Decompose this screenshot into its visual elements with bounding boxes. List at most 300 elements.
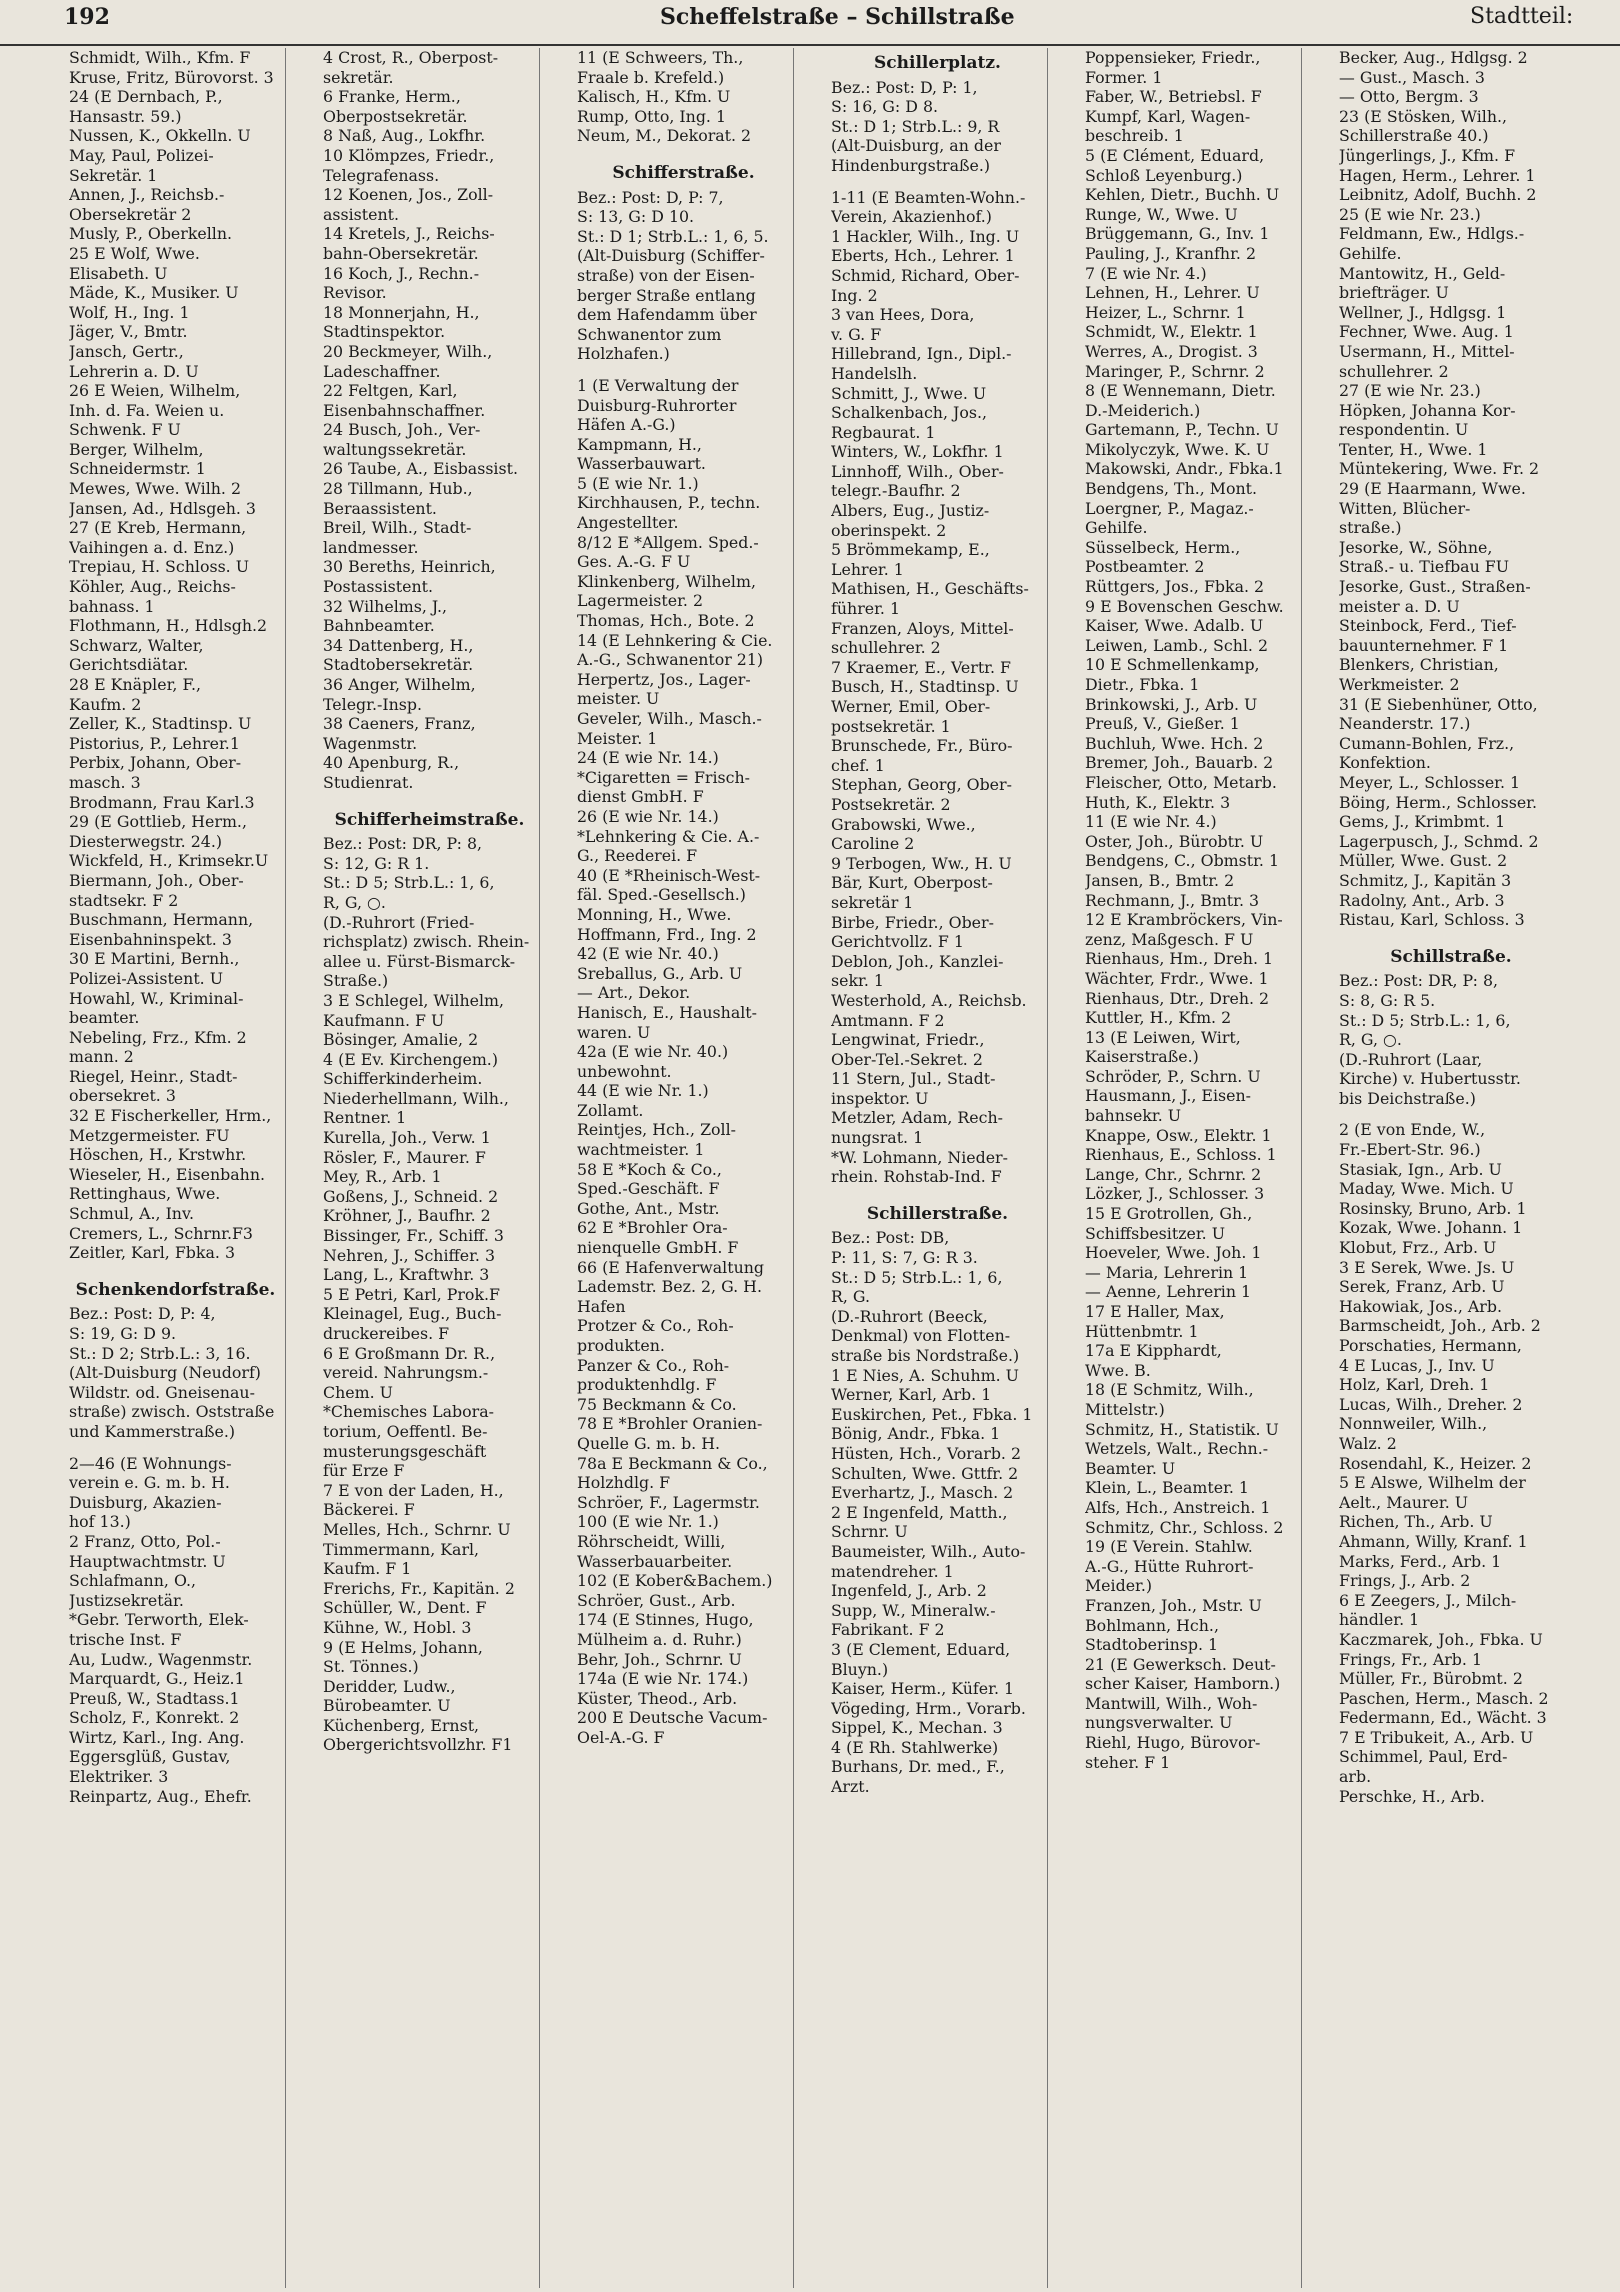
entry-line: Knappe, Osw., Elektr. 1	[1085, 1125, 1272, 1145]
column-2	[320, 48, 540, 2288]
entry-line: Buchluh, Wwe. Hch. 2	[1085, 733, 1264, 753]
entry-line: Röhrscheidt, Willi,	[577, 1531, 726, 1551]
entry-line: bauunternehmer. F 1	[1339, 635, 1509, 655]
entry-line: zenz, Maßgesch. F U	[1085, 929, 1254, 949]
entry-line: bahnass. 1	[69, 596, 155, 616]
entry-line: Schmul, A., Inv.	[69, 1204, 195, 1224]
entry-line: Regbaurat. 1	[831, 422, 936, 442]
street-heading: Schillerstraße.	[866, 1204, 1009, 1224]
entry-line: Bez.: Post: DB,	[831, 1228, 950, 1248]
entry-line: 18 (E Schmitz, Wilh.,	[1085, 1380, 1254, 1400]
entry-line: (Alt-Duisburg, an der	[831, 136, 1001, 156]
entry-line: 3 E Serek, Wwe. Js. U	[1339, 1257, 1515, 1277]
entry-line: Frerichs, Fr., Kapitän. 2	[323, 1578, 515, 1598]
entry-line: inspektor. U	[831, 1088, 929, 1108]
entry-line: Bäckerei. F	[323, 1500, 415, 1520]
entry-line: Meyer, L., Schlosser. 1	[1339, 772, 1521, 792]
entry-line: Flothmann, H., Hdlsgh.2	[69, 616, 268, 636]
entry-line: Sped.-Geschäft. F	[577, 1179, 720, 1199]
entry-line: sekr. 1	[831, 971, 884, 991]
entry-line: Geveler, Wilh., Masch.-	[577, 709, 762, 728]
entry-line: Küchenberg, Ernst,	[323, 1715, 480, 1735]
entry-line: Herpertz, Jos., Lager-	[577, 669, 751, 689]
entry-line: arb.	[1339, 1767, 1372, 1787]
entry-line: Kaufm. 2	[69, 694, 142, 714]
entry-line: 24 (E Dernbach, P.,	[69, 87, 223, 107]
entry-line: Schalkenbach, Jos.,	[831, 403, 987, 423]
entry-line: Rump, Otto, Ing. 1	[577, 106, 727, 126]
entry-line: straße) von der Eisen-	[577, 265, 755, 285]
entry-line: Jansen, Ad., Hdlsgeh. 3	[69, 498, 256, 518]
entry-line: 10 Klömpzes, Friedr.,	[323, 145, 495, 165]
entry-line: 16 Koch, J., Rechn.-	[323, 263, 480, 283]
entry-line: (D.-Ruhrort (Fried-	[323, 912, 475, 932]
entry-line: Mülheim a. d. Ruhr.)	[577, 1629, 742, 1649]
entry-line: Sreballus, G., Arb. U	[577, 963, 743, 983]
entry-line: Kampmann, H.,	[577, 434, 702, 454]
spacer	[69, 1263, 282, 1275]
entry-line: 31 (E Siebenhüner, Otto,	[1339, 694, 1538, 714]
entry-line: 24 Busch, Joh., Ver-	[323, 420, 481, 440]
entry-line: Höpken, Johanna Kor-	[1339, 400, 1516, 420]
entry-line: Perschke, H., Arb.	[1339, 1786, 1485, 1806]
entry-line: — Otto, Bergm. 3	[1339, 87, 1479, 107]
entry-line: Federmann, Ed., Wächt. 3	[1339, 1708, 1547, 1728]
entry-line: S: 12, G: R 1.	[323, 853, 430, 873]
entry-line: matendreher. 1	[831, 1561, 954, 1581]
entry-line: Meister. 1	[577, 728, 658, 748]
entry-line: Amtmann. F 2	[831, 1010, 945, 1030]
entry-line: produkten.	[577, 1336, 665, 1355]
entry-line: Gehilfe.	[1085, 518, 1148, 538]
entry-line: Eisenbahninspekt. 3	[69, 929, 232, 949]
entry-line: — Maria, Lehrerin 1	[1085, 1262, 1249, 1282]
entry-line: Barmscheidt, Joh., Arb. 2	[1339, 1316, 1541, 1336]
entry-line: Fleischer, Otto, Metarb.	[1085, 772, 1277, 792]
entry-line: Höschen, H., Krstwhr.	[69, 1145, 247, 1165]
entry-line: 20 Beckmeyer, Wilh.,	[323, 341, 493, 361]
entry-line: mann. 2	[69, 1047, 134, 1067]
entry-line: Obersekretär 2	[69, 204, 192, 224]
entry-line: G., Reederei. F	[577, 846, 698, 866]
entry-line: Lehrer. 1	[831, 559, 904, 579]
entry-line: Pistorius, P., Lehrer.1	[69, 733, 240, 753]
entry-line: 26 Taube, A., Eisbassist.	[323, 459, 518, 479]
entry-line: Duisburg-Ruhrorter	[577, 395, 737, 415]
entry-line: Bendgens, C., Obmstr. 1	[1085, 851, 1280, 871]
entry-line: Polizei-Assistent. U	[69, 968, 224, 988]
entry-line: Stasiak, Ign., Arb. U	[1339, 1159, 1502, 1179]
entry-line: Westerhold, A., Reichsb.	[831, 990, 1027, 1010]
entry-line: Eggersglüß, Gustav,	[69, 1747, 231, 1767]
entry-line: 3 E Schlegel, Wilhelm,	[323, 990, 505, 1010]
entry-line: Rösler, F., Maurer. F	[323, 1147, 486, 1167]
entry-line: Werkmeister. 2	[1339, 675, 1460, 694]
entry-line: telegr.-Baufhr. 2	[831, 481, 961, 501]
entry-line: S: 13, G: D 10.	[577, 207, 695, 227]
entry-line: 40 (E *Rheinisch-West-	[577, 865, 761, 885]
entry-line: Schillerstraße 40.)	[1339, 126, 1489, 146]
entry-line: dem Hafendamm über	[577, 305, 757, 325]
entry-line: Ing. 2	[831, 285, 878, 305]
entry-line: Bohlmann, Hch.,	[1085, 1615, 1219, 1635]
entry-line: Bendgens, Th., Mont.	[1085, 479, 1258, 499]
entry-line: Franzen, Aloys, Mittel-	[831, 618, 1014, 638]
entry-line: wachtmeister. 1	[577, 1140, 705, 1160]
entry-line: Preuß, V., Gießer. 1	[1085, 714, 1240, 734]
entry-line: Preuß, W., Stadtass.1	[69, 1688, 240, 1708]
entry-line: Deblon, Joh., Kanzlei-	[831, 951, 1004, 971]
entry-line: Poppensieker, Friedr.,	[1085, 48, 1261, 67]
entry-line: Franzen, Joh., Mstr. U	[1085, 1595, 1262, 1615]
entry-line: 6 E Großmann Dr. R.,	[323, 1343, 496, 1363]
entry-line: Ges. A.-G. F U	[577, 552, 691, 572]
entry-line: Chem. U	[323, 1382, 393, 1402]
column-5	[1082, 48, 1302, 2288]
entry-line: 6 Franke, Herm.,	[323, 87, 461, 107]
entry-line: vereid. Nahrungsm.-	[323, 1363, 489, 1383]
entry-line: Wirtz, Karl., Ing. Ang.	[69, 1727, 245, 1747]
entry-line: Kirche) v. Hubertusstr.	[1339, 1069, 1521, 1089]
spacer	[577, 364, 790, 376]
entry-line: Quelle G. m. b. H.	[577, 1433, 721, 1453]
entry-line: Marquardt, G., Heiz.1	[69, 1669, 245, 1689]
entry-line: 28 E Knäpler, F.,	[69, 675, 201, 694]
entry-line: Dietr., Fbka. 1	[1085, 675, 1200, 694]
spacer	[1339, 1108, 1563, 1120]
entry-line: Beraassistent.	[323, 498, 437, 518]
entry-line: 19 (E Verein. Stahlw.	[1085, 1537, 1253, 1557]
entry-line: *Cigaretten = Frisch-	[577, 767, 750, 787]
entry-line: D.-Meiderich.)	[1085, 400, 1201, 420]
entry-line: Kurella, Joh., Verw. 1	[323, 1128, 491, 1148]
entry-line: Usermann, H., Mittel-	[1339, 341, 1515, 361]
entry-line: Schlafmann, O.,	[69, 1571, 197, 1591]
entry-line: 200 E Deutsche Vacum-	[577, 1708, 768, 1728]
entry-line: rhein. Rohstab-Ind. F	[831, 1167, 1002, 1187]
entry-line: Buschmann, Hermann,	[69, 910, 254, 930]
entry-line: torium, Oeffentl. Be-	[323, 1421, 488, 1441]
entry-line: beschreib. 1	[1085, 126, 1184, 146]
entry-line: St.: D 5; Strb.L.: 1, 6,	[831, 1267, 1003, 1287]
entry-line: Angestellter.	[577, 513, 679, 533]
entry-line: 12 Koenen, Jos., Zoll-	[323, 185, 494, 205]
entry-line: Maringer, P., Schrnr. 2	[1085, 361, 1265, 381]
entry-line: Kaczmarek, Joh., Fbka. U	[1339, 1629, 1543, 1649]
entry-line: Winters, W., Lokfhr. 1	[831, 442, 1004, 462]
entry-line: (Alt-Duisburg (Neudorf)	[69, 1363, 261, 1383]
entry-line: Caroline 2	[831, 834, 915, 854]
entry-line: 62 E *Brohler Ora-	[577, 1218, 728, 1238]
entry-line: 23 (E Stösken, Wilh.,	[1339, 106, 1508, 126]
entry-line: Gerichtsdiätar.	[69, 655, 189, 675]
entry-line: und Kammerstraße.)	[69, 1421, 236, 1441]
entry-line: R, G, ○.	[1339, 1030, 1402, 1050]
entry-line: 14 Kretels, J., Reichs-	[323, 224, 495, 244]
entry-line: 7 E Tribukeit, A., Arb. U	[1339, 1727, 1534, 1747]
entry-line: Oberpostsekretär.	[323, 106, 468, 126]
entry-line: Nonnweiler, Wilh.,	[1339, 1414, 1488, 1434]
street-heading: Schillerplatz.	[874, 54, 1001, 73]
entry-line: A.-G., Hütte Ruhrort-	[1085, 1556, 1254, 1576]
entry-line: Walz. 2	[1339, 1433, 1397, 1453]
entry-line: Müntekering, Wwe. Fr. 2	[1339, 459, 1540, 479]
entry-line: 8 (E Wennemann, Dietr.	[1085, 381, 1276, 401]
entry-line: Goßens, J., Schneid. 2	[323, 1186, 499, 1206]
entry-line: Werner, Emil, Ober-	[831, 697, 991, 716]
entry-line: Klinkenberg, Wilhelm,	[577, 571, 756, 591]
entry-line: unbewohnt.	[577, 1061, 672, 1081]
entry-line: postsekretär. 1	[831, 716, 951, 736]
entry-line: Köhler, Aug., Reichs-	[69, 577, 236, 597]
entry-line: 1 E Nies, A. Schuhm. U	[831, 1365, 1019, 1385]
entry-line: Au, Ludw., Wagenmstr.	[69, 1649, 253, 1669]
entry-line: Müller, Fr., Bürobmt. 2	[1339, 1669, 1523, 1689]
entry-line: Wieseler, H., Eisenbahn.	[69, 1164, 266, 1184]
entry-line: Kalisch, H., Kfm. U	[577, 87, 731, 107]
entry-line: 9 (E Helms, Johann,	[323, 1637, 483, 1657]
entry-line: Huth, K., Elektr. 3	[1085, 792, 1231, 812]
entry-line: Rettinghaus, Wwe.	[69, 1184, 221, 1204]
entry-line: Protzer & Co., Roh-	[577, 1316, 734, 1336]
entry-line: Ingenfeld, J., Arb. 2	[831, 1581, 987, 1601]
entry-line: 3 van Hees, Dora,	[831, 305, 975, 325]
entry-line: Witten, Blücher-	[1339, 498, 1471, 518]
entry-line: Nehren, J., Schiffer. 3	[323, 1245, 496, 1265]
entry-line: 26 (E wie Nr. 14.)	[577, 806, 719, 826]
entry-line: Rienhaus, Dtr., Dreh. 2	[1085, 988, 1270, 1008]
entry-line: 32 Wilhelms, J.,	[323, 596, 448, 616]
street-heading: Schenkendorfstraße.	[75, 1280, 276, 1300]
street-heading: Schifferstraße.	[612, 163, 755, 183]
entry-line: 78 E *Brohler Oranien-	[577, 1414, 763, 1434]
entry-line: 27 (E Kreb, Hermann,	[69, 518, 247, 538]
entry-line: Fabrikant. F 2	[831, 1620, 945, 1640]
entry-line: assistent.	[323, 204, 400, 224]
entry-line: 27 (E wie Nr. 23.)	[1339, 381, 1481, 401]
entry-line: Mikolyczyk, Wwe. K. U	[1085, 439, 1270, 459]
entry-line: Werres, A., Drogist. 3	[1085, 341, 1258, 361]
entry-line: 75 Beckmann & Co.	[577, 1394, 737, 1414]
entry-line: Bez.: Post: DR, P: 8,	[1339, 971, 1499, 991]
running-title: Scheffelstraße – Schillstraße	[660, 4, 1015, 30]
entry-line: — Aenne, Lehrerin 1	[1085, 1282, 1252, 1302]
entry-line: trische Inst. F	[69, 1629, 182, 1649]
entry-line: 24 (E wie Nr. 14.)	[577, 748, 719, 768]
entry-line: 21 (E Gewerksch. Deut-	[1085, 1654, 1276, 1674]
entry-line: Hanisch, E., Haushalt-	[577, 1002, 757, 1022]
page-number: 192	[64, 4, 110, 30]
entry-line: 26 E Weien, Wilhelm,	[69, 381, 241, 401]
entry-line: druckereibes. F	[323, 1324, 450, 1343]
entry-line: Rechmann, J., Bmtr. 3	[1085, 890, 1260, 910]
entry-line: Lehnen, H., Lehrer. U	[1085, 283, 1260, 303]
entry-line: 17 E Haller, Max,	[1085, 1302, 1225, 1321]
entry-line: Brunschede, Fr., Büro-	[831, 736, 1013, 756]
entry-line: 7 E von der Laden, H.,	[323, 1480, 504, 1500]
entry-line: Schröer, Gust., Arb.	[577, 1590, 736, 1610]
entry-line: 40 Apenburg, R.,	[323, 753, 460, 773]
entry-line: Runge, W., Wwe. U	[1085, 204, 1238, 224]
entry-line: 4 E Lucas, J., Inv. U	[1339, 1355, 1495, 1375]
entry-line: bahnsekr. U	[1085, 1106, 1182, 1126]
entry-line: 4 Crost, R., Oberpost-	[323, 48, 499, 67]
entry-line: Mantwill, Wilh., Woh-	[1085, 1693, 1258, 1713]
entry-line: Arzt.	[831, 1777, 870, 1797]
entry-line: Denkmal) von Flotten-	[831, 1326, 1011, 1346]
entry-line: Brüggemann, G., Inv. 1	[1085, 224, 1270, 244]
entry-line: Jansen, B., Bmtr. 2	[1085, 870, 1235, 890]
entry-line: Straße.)	[323, 971, 389, 991]
entry-line: Hüsten, Hch., Vorarb. 2	[831, 1443, 1022, 1463]
entry-line: Kröhner, J., Baufhr. 2	[323, 1206, 491, 1226]
entry-line: respondentin. U	[1339, 420, 1469, 440]
entry-line: Tenter, H., Wwe. 1	[1339, 439, 1488, 459]
entry-line: Perbix, Johann, Ober-	[69, 753, 242, 773]
entry-line: 4 (E Ev. Kirchengem.)	[323, 1049, 498, 1069]
spacer	[831, 1187, 1044, 1199]
entry-line: Hindenburgstraße.)	[831, 155, 991, 175]
entry-line: straße.)	[1339, 518, 1402, 538]
entry-line: Neum, M., Dekorat. 2	[577, 126, 752, 146]
entry-line: Neanderstr. 17.)	[1339, 714, 1471, 734]
entry-line: 5 (E wie Nr. 1.)	[577, 473, 699, 493]
entry-line: stadtsekr. F 2	[69, 890, 179, 910]
entry-line: Eberts, Hch., Lehrer. 1	[831, 246, 1015, 266]
entry-line: Pauling, J., Kranfhr. 2	[1085, 243, 1256, 263]
entry-line: hof 13.)	[69, 1512, 131, 1532]
entry-line: Schmid, Richard, Ober-	[831, 265, 1020, 285]
entry-line: 15 E Grotrollen, Gh.,	[1085, 1204, 1253, 1224]
entry-line: Bez.: Post: D, P: 4,	[69, 1304, 216, 1324]
entry-line: produktenhdlg. F	[577, 1375, 717, 1395]
column-1	[66, 48, 286, 2288]
entry-line: Cremers, L., Schrnr.F3	[69, 1223, 253, 1243]
entry-line: Lagerpusch, J., Schmd. 2	[1339, 831, 1539, 851]
entry-line: Schulten, Wwe. Gttfr. 2	[831, 1463, 1019, 1483]
entry-line: Metzler, Adam, Rech-	[831, 1108, 1004, 1128]
entry-line: Hoeveler, Wwe. Joh. 1	[1085, 1243, 1262, 1263]
entry-line: St.: D 2; Strb.L.: 3, 16.	[69, 1343, 251, 1363]
entry-line: Gehilfe.	[1339, 243, 1402, 263]
spacer	[69, 1442, 282, 1454]
entry-line: Frings, Fr., Arb. 1	[1339, 1649, 1483, 1669]
entry-line: Mathisen, H., Geschäfts-	[831, 579, 1029, 599]
entry-line: 2—46 (E Wohnungs-	[69, 1453, 232, 1473]
entry-line: Telegrafenass.	[323, 165, 440, 185]
entry-line: Fechner, Wwe. Aug. 1	[1339, 322, 1514, 342]
entry-line: 12 E Krambröckers, Vin-	[1085, 910, 1283, 930]
entry-line: Küster, Theod., Arb.	[577, 1688, 738, 1708]
entry-line: Bissinger, Fr., Schiff. 3	[323, 1226, 504, 1246]
entry-line: steher. F 1	[1085, 1752, 1171, 1772]
entry-line: Hoffmann, Frd., Ing. 2	[577, 924, 757, 944]
entry-line: für Erze F	[323, 1461, 405, 1481]
entry-line: 18 Monnerjahn, H.,	[323, 302, 480, 322]
entry-line: Gothe, Ant., Mstr.	[577, 1198, 720, 1218]
entry-line: 2 E Ingenfeld, Matth.,	[831, 1502, 1008, 1522]
entry-line: Jüngerlings, J., Kfm. F	[1339, 145, 1516, 165]
entry-line: 32 E Fischerkeller, Hrm.,	[69, 1106, 272, 1126]
entry-line: Bez.: Post: D, P: 7,	[577, 187, 724, 207]
entry-line: Nebeling, Frz., Kfm. 2	[69, 1027, 247, 1047]
entry-line: 58 E *Koch & Co.,	[577, 1159, 722, 1179]
entry-line: Brodmann, Frau Karl.3	[69, 792, 255, 812]
entry-line: Leibnitz, Adolf, Buchh. 2	[1339, 185, 1537, 205]
entry-line: Schifferkinderheim.	[323, 1069, 483, 1089]
entry-line: bis Deichstraße.)	[1339, 1088, 1476, 1108]
entry-line: musterungsgeschäft	[323, 1441, 487, 1461]
entry-line: allee u. Fürst-Bismarck-	[323, 951, 516, 971]
entry-line: 29 (E Haarmann, Wwe.	[1339, 479, 1526, 499]
entry-line: Mewes, Wwe. Wilh. 2	[69, 479, 242, 499]
entry-line: Former. 1	[1085, 67, 1163, 87]
entry-line: 17a E Kipphardt,	[1085, 1341, 1222, 1361]
entry-line: Burhans, Dr. med., F.,	[831, 1757, 1005, 1777]
entry-line: (D.-Ruhrort (Beeck,	[831, 1306, 988, 1326]
entry-line: Linnhoff, Wilh., Ober-	[831, 461, 1004, 481]
entry-line: St.: D 1; Strb.L.: 1, 6, 5.	[577, 226, 769, 246]
entry-line: Heizer, L., Schrnr. 1	[1085, 302, 1246, 322]
entry-line: Stephan, Georg, Ober-	[831, 775, 1012, 795]
entry-line: Bösinger, Amalie, 2	[323, 1030, 479, 1050]
entry-line: Oster, Joh., Bürobtr. U	[1085, 831, 1264, 851]
entry-line: Musly, P., Oberkelln.	[69, 224, 233, 244]
entry-line: Berger, Wilhelm,	[69, 439, 204, 459]
entry-line: 1 Hackler, Wilh., Ing. U	[831, 226, 1020, 246]
entry-line: Wildstr. od. Gneisenau-	[69, 1382, 255, 1402]
street-heading: Schifferheimstraße.	[334, 810, 525, 830]
entry-line: v. G. F	[831, 324, 882, 344]
entry-line: Frings, J., Arb. 2	[1339, 1571, 1471, 1591]
entry-line: Bär, Kurt, Oberpost-	[831, 873, 993, 893]
entry-line: Maday, Wwe. Mich. U	[1339, 1179, 1514, 1199]
entry-line: Jesorke, W., Söhne,	[1339, 537, 1493, 557]
entry-line: Riegel, Heinr., Stadt-	[69, 1066, 238, 1086]
entry-line: R, G.	[831, 1287, 871, 1307]
spacer	[323, 793, 536, 805]
entry-line: Zeller, K., Stadtinsp. U	[69, 714, 252, 734]
entry-line: Kruse, Fritz, Bürovorst. 3	[69, 67, 274, 87]
entry-line: Kehlen, Dietr., Buchh. U	[1085, 185, 1280, 205]
entry-line: Wwe. B.	[1085, 1360, 1151, 1380]
entry-line: Cumann-Bohlen, Frz.,	[1339, 733, 1515, 753]
entry-line: Lagermeister. 2	[577, 591, 704, 611]
entry-line: S: 8, G: R 5.	[1339, 990, 1436, 1010]
entry-line: Jäger, V., Bmtr.	[69, 322, 188, 342]
entry-line: Vaihingen a. d. Enz.)	[69, 537, 235, 557]
entry-line: Rienhaus, Hm., Dreh. 1	[1085, 949, 1274, 969]
entry-line: Wasserbauwart.	[577, 454, 706, 474]
entry-line: scher Kaiser, Hamborn.)	[1085, 1674, 1281, 1694]
entry-line: nungsrat. 1	[831, 1128, 924, 1148]
entry-line: 7 (E wie Nr. 4.)	[1085, 263, 1207, 283]
entry-line: waltungssekretär.	[323, 439, 467, 459]
entry-line: Zollamt.	[577, 1100, 644, 1120]
entry-line: oberinspekt. 2	[831, 520, 947, 540]
entry-line: May, Paul, Polizei-	[69, 145, 214, 165]
entry-line: Müller, Wwe. Gust. 2	[1339, 851, 1508, 871]
entry-line: sekretär.	[323, 67, 394, 87]
entry-line: Rosendahl, K., Heizer. 2	[1339, 1453, 1532, 1473]
entry-line: Reintjes, Hch., Zoll-	[577, 1120, 737, 1140]
entry-line: 8 Naß, Aug., Lokfhr.	[323, 126, 486, 146]
entry-line: Hansastr. 59.)	[69, 106, 182, 126]
entry-line: Bez.: Post: DR, P: 8,	[323, 834, 483, 854]
entry-line: Straß.- u. Tiefbau FU	[1339, 557, 1510, 577]
entry-line: händler. 1	[1339, 1610, 1420, 1630]
entry-line: Stadtobersekretär.	[323, 655, 474, 675]
